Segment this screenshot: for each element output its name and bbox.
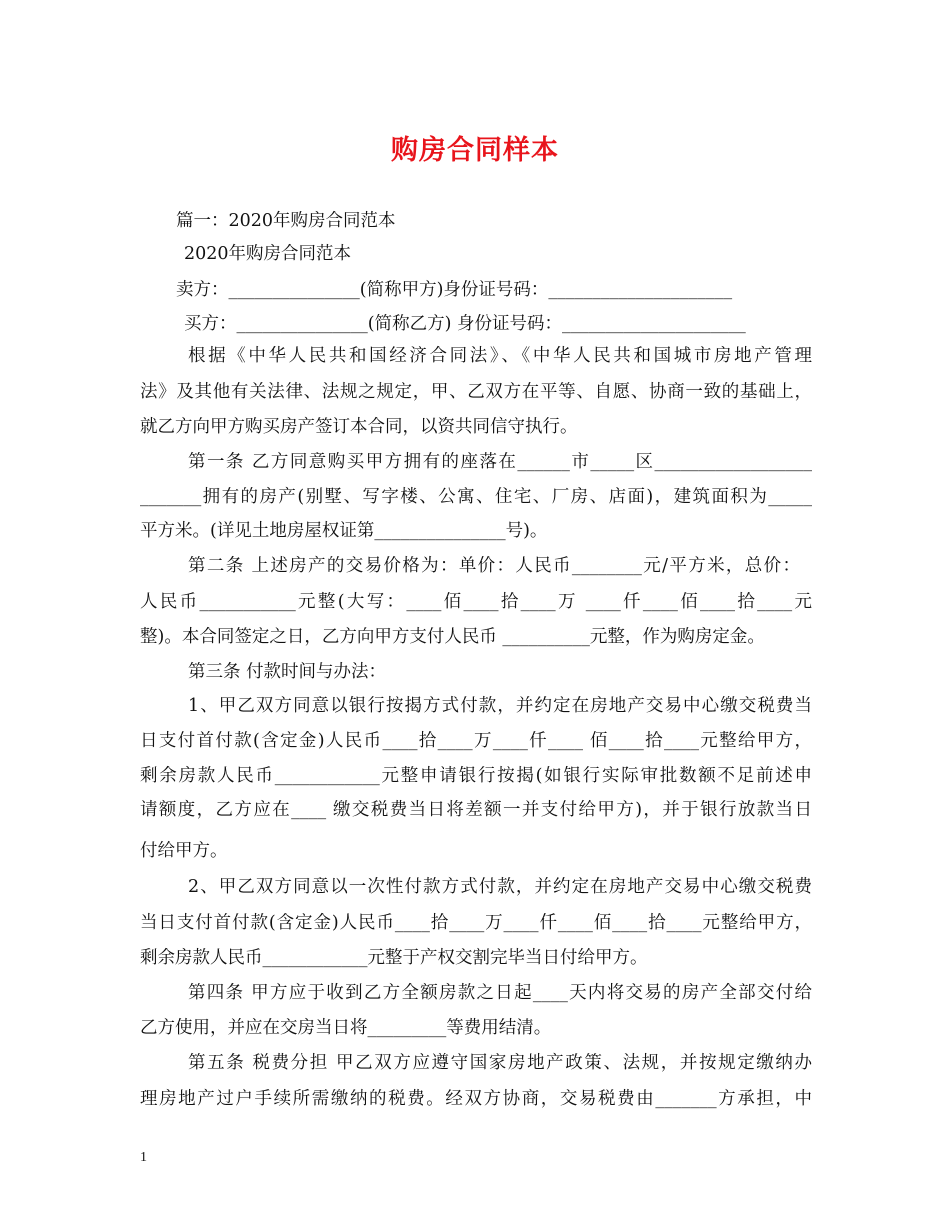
preamble-line: 就乙方向甲方购买房产签订本合同，以资共同信守执行。 bbox=[140, 417, 578, 437]
document-title: 购房合同样本 bbox=[391, 135, 559, 166]
article-5-line: 理房地产过户手续所需缴纳的税费。经双方协商，交易税费由_______方承担，中 bbox=[140, 1089, 812, 1109]
article-2-line: 人民币___________元整(大写：____佰____拾____万 ____仟____佰____拾____元 bbox=[140, 592, 812, 612]
payment-option-1-line: 请额度，乙方应在____ 缴交税费当日将差额一并支付给甲方)，并于银行放款当日 bbox=[140, 800, 812, 820]
article-5-line: 第五条 税费分担 甲乙双方应遵守国家房地产政策、法规，并按规定缴纳办 bbox=[188, 1053, 812, 1073]
payment-option-1-line: 1、甲乙双方同意以银行按揭方式付款，并约定在房地产交易中心缴交税费当 bbox=[188, 696, 812, 716]
buyer-line: 买方：_______________(简称乙方) 身份证号码：_____________________ bbox=[184, 314, 746, 334]
preamble-line: 法》及其他有关法律、法规之规定，甲、乙双方在平等、自愿、协商一致的基础上， bbox=[140, 382, 812, 402]
payment-option-2-line: 剩余房款人民币____________元整于产权交割完毕当日付给甲方。 bbox=[140, 948, 648, 968]
payment-option-2-line: 2、甲乙双方同意以一次性付款方式付款，并约定在房地产交易中心缴交税费 bbox=[188, 877, 812, 897]
article-4-line: 第四条 甲方应于收到乙方全额房款之日起____天内将交易的房产全部交付给 bbox=[188, 983, 812, 1003]
article-1-line: 第一条 乙方同意购买甲方拥有的座落在______市_____区__________________ bbox=[188, 452, 812, 472]
article-3-heading: 第三条 付款时间与办法： bbox=[188, 662, 387, 682]
payment-option-2-line: 当日支付首付款(含定金)人民币____拾____万____仟____佰____拾____元整给甲方， bbox=[140, 913, 812, 933]
payment-option-1-line: 剩余房款人民币____________元整申请银行按揭(如银行实际审批数额不足前述申 bbox=[140, 766, 812, 786]
article-2-line: 整)。本合同签定之日，乙方向甲方支付人民币 __________元整，作为购房定金。 bbox=[140, 627, 765, 647]
seller-line: 卖方：_______________(简称甲方)身份证号码：_____________________ bbox=[176, 280, 733, 300]
contract-subtitle: 2020年购房合同范本 bbox=[184, 244, 352, 264]
preamble-line: 根据《中华人民共和国经济合同法》、《中华人民共和国城市房地产管理 bbox=[188, 346, 812, 366]
page-number: 1 bbox=[140, 1150, 147, 1165]
article-1-line: _______拥有的房产(别墅、写字楼、公寓、住宅、厂房、店面)，建筑面积为_____ bbox=[140, 487, 812, 507]
payment-option-1-line: 付给甲方。 bbox=[140, 841, 228, 861]
article-2-line: 第二条 上述房产的交易价格为：单价：人民币________元/平方米，总价： bbox=[188, 556, 800, 576]
article-1-line: 平方米。(详见土地房屋权证第_______________号)。 bbox=[140, 521, 548, 541]
payment-option-1-line: 日支付首付款(含定金)人民币____拾____万____仟____ 佰____拾____元整给甲方， bbox=[140, 731, 812, 751]
section-heading: 篇一：2020年购房合同范本 bbox=[176, 211, 396, 231]
article-4-line: 乙方使用，并应在交房当日将_________等费用结清。 bbox=[140, 1018, 552, 1038]
